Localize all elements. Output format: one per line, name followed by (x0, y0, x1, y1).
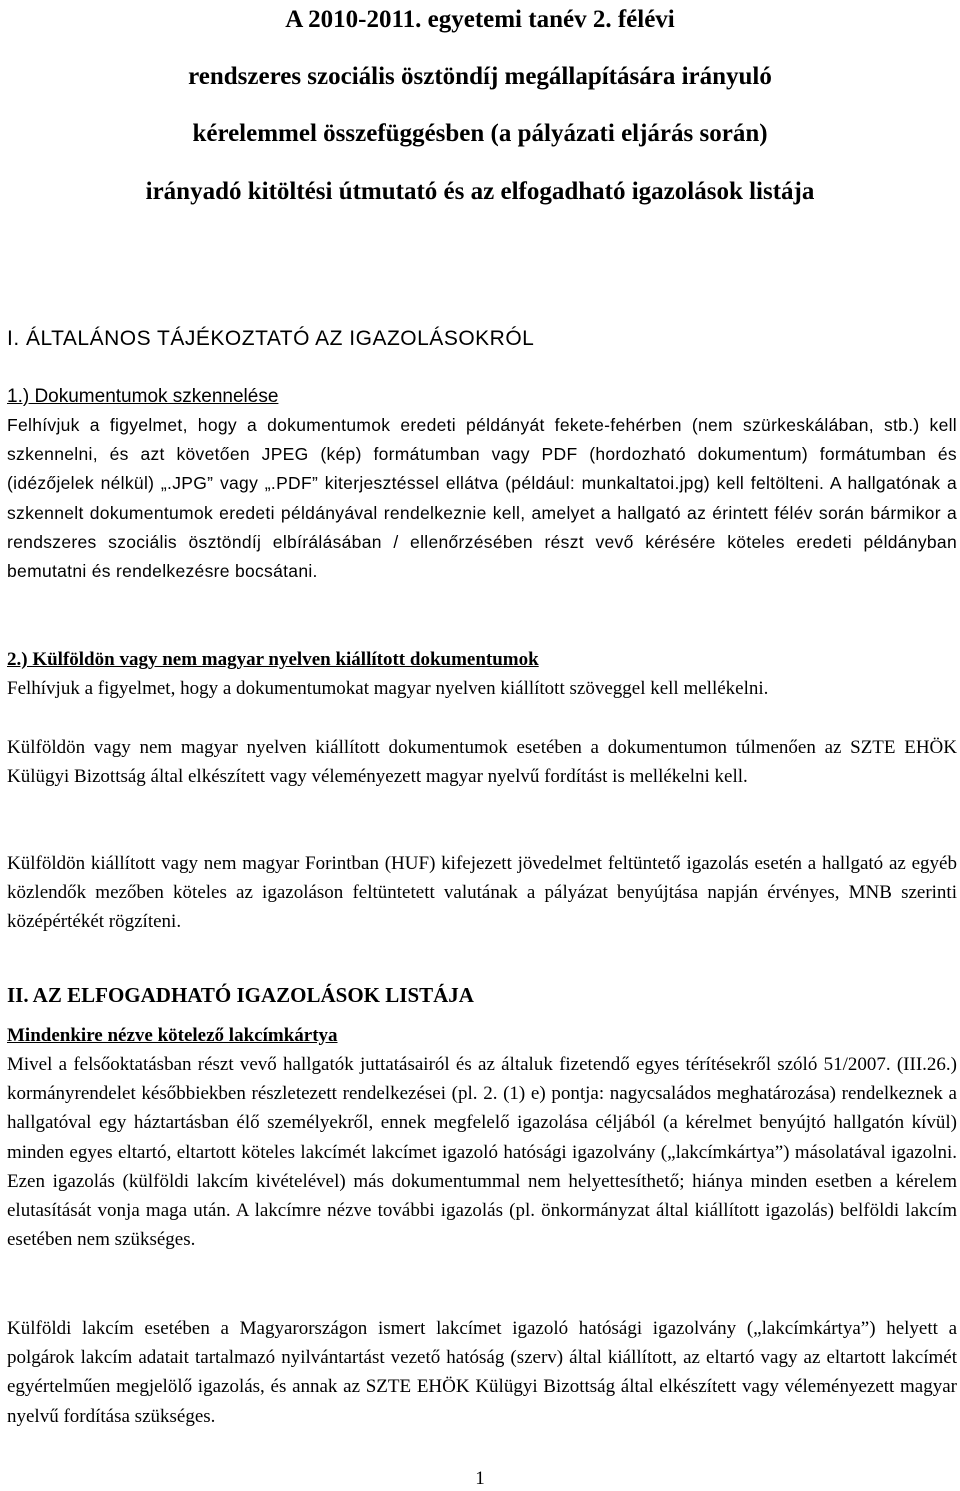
subsection-2-heading: 2.) Külföldön vagy nem magyar nyelven kiállított dokumentumok (7, 649, 539, 670)
subsection-2-paragraph-1: Felhívjuk a figyelmet, hogy a dokumentumokat magyar nyelven kiállított szöveggel kell mellékelni. (7, 678, 769, 699)
title-line-1: A 2010-2011. egyetemi tanév 2. félévi (285, 6, 675, 33)
title-line-4: irányadó kitöltési útmutató és az elfogadható igazolások listája (145, 178, 815, 205)
section-2-paragraph-1: Mivel a felsőoktatásban részt vevő hallgatók juttatásairól és az általuk fizetendő egyes térítésekről szóló 51/2007. (III.26.) kormányrendelet későbbiekben részletezett rendelkezései (pl. 2. (1) e) pontja: nagycsaládos meghatározása) rendelkeznek a hallgatóval egy háztartásban élő személyekről, ennek megfelelő igazolása céljából (a kérelmet benyújtó hallgatón kívül) minden egyes eltartó, eltartott köteles lakcímét lakcímet igazoló hatósági igazolvány („lakcímkártya”) másolatával igazolni. Ezen igazolás (külföldi lakcím kivételével) más dokumentummal nem helyettesíthető; hiánya minden esetben a kérelem elutasítását vonja maga után. A lakcímre nézve további igazolás (pl. önkormányzat által kiállított igazolás) belföldi lakcím esetében nem szükséges. (7, 1054, 957, 1251)
section-1-heading: I. ÁLTALÁNOS TÁJÉKOZTATÓ AZ IGAZOLÁSOKRÓL (7, 327, 535, 350)
subsection-2-paragraph-2: Külföldön vagy nem magyar nyelven kiállított dokumentumok esetében a dokumentumon túlmenően az SZTE EHÖK Külügyi Bizottság által elkészített vagy véleményezett magyar nyelvű fordítást is mellékelni kell. (7, 737, 957, 788)
subsection-1-heading: 1.) Dokumentumok szkennelése (7, 386, 279, 407)
section-2-subsection-heading: Mindenkire nézve kötelező lakcímkártya (7, 1025, 338, 1046)
subsection-2-paragraph-3: Külföldön kiállított vagy nem magyar Forintban (HUF) kifejezett jövedelmet feltüntető igazolás esetén a hallgató az egyéb közlendők mezőben köteles az igazoláson feltüntetett valutának a pályázat benyújtása napján érvényes, MNB szerinti középértékét rögzíteni. (7, 853, 957, 933)
section-2-heading: II. AZ ELFOGADHATÓ IGAZOLÁSOK LISTÁJA (7, 983, 474, 1007)
title-line-3: kérelemmel összefüggésben (a pályázati eljárás során) (192, 120, 768, 147)
section-2-paragraph-2: Külföldi lakcím esetében a Magyarországon ismert lakcímet igazoló hatósági igazolvány („lakcímkártya”) helyett a polgárok lakcím adatait tartalmazó nyilvántartást vezető hatóság (szerv) által kiállított, az eltartó vagy az eltartott lakcímét egyértelműen megjelölő igazolás, és annak az SZTE EHÖK Külügyi Bizottság által elkészített vagy véleményezett magyar nyelvű fordítása szükséges. (7, 1318, 957, 1427)
page-number: 1 (475, 1468, 485, 1489)
subsection-1-paragraph: Felhívjuk a figyelmet, hogy a dokumentumok eredeti példányát fekete-fehérben (nem szürkeskálában, stb.) kell szkennelni, és azt követően JPEG (kép) formátumban vagy PDF (hordozható dokumentum) formátumban és (idézőjelek nélkül) „.JPG” vagy „.PDF” kiterjesztéssel ellátva (például: munkaltatoi.jpg) kell feltölteni. A hallgatónak a szkennelt dokumentumok eredeti példányával rendelkeznie kell, amelyet a hallgató az érintett félév során bármikor a rendszeres szociális ösztöndíj elbírálásában / ellenőrzésében részt vevő kérésére köteles eredeti példányban bemutatni és rendelkezésre bocsátani. (7, 415, 957, 582)
title-line-2: rendszeres szociális ösztöndíj megállapítására irányuló (188, 63, 772, 90)
